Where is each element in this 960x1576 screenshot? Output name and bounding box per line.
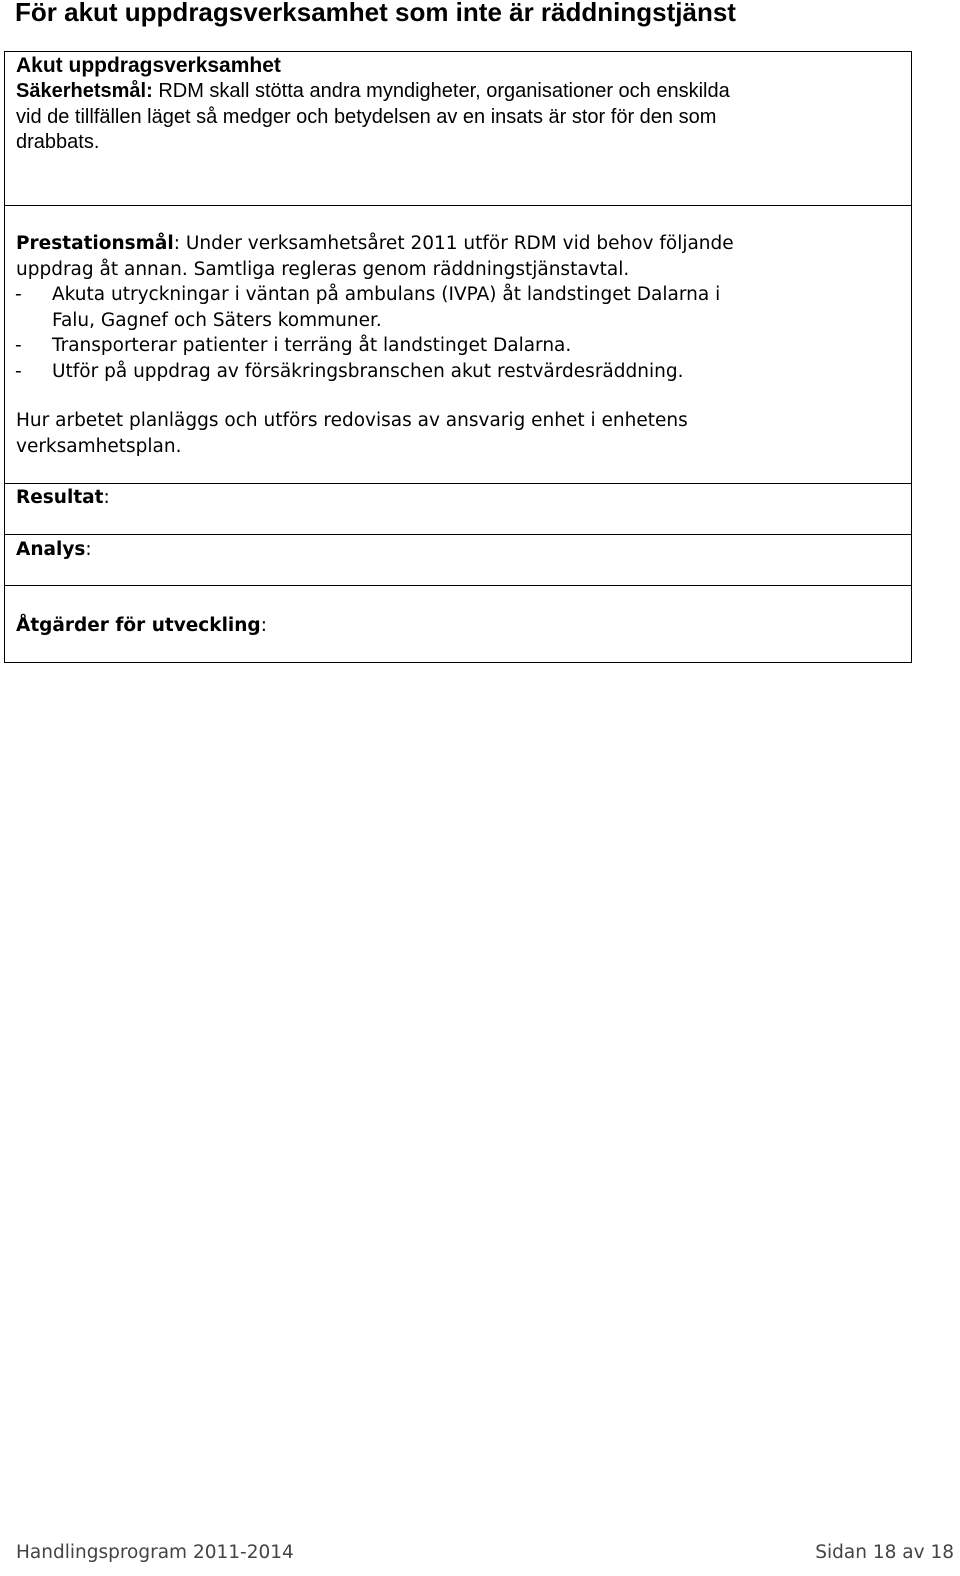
list-item-line: Akuta utryckningar i väntan på ambulans (IVPA) åt landstinget Dalarna i — [52, 284, 721, 305]
sakerhetsmal-text: RDM skall stötta andra myndigheter, organisationer och enskilda — [158, 80, 730, 102]
resultat-colon: : — [103, 487, 110, 508]
prestationsmal-colon: : — [173, 233, 180, 254]
atgarder-colon: : — [260, 615, 267, 636]
list-item-line: Utför på uppdrag av försäkringsbranschen akut restvärdesräddning. — [52, 360, 684, 382]
row-divider — [5, 534, 911, 535]
list-dash: - — [15, 335, 22, 356]
list-dash: - — [15, 360, 22, 382]
list-item — [15, 333, 872, 359]
plan-line-2: verksamhetsplan. — [16, 435, 182, 457]
analys-colon: : — [85, 539, 92, 560]
sakerhetsmal-line-2: vid de tillfällen läget så medger och betydelsen av en insats är stor för den som — [16, 105, 717, 128]
row-divider — [5, 483, 911, 484]
prestationsmal-line-1 — [16, 231, 734, 257]
sakerhetsmal-label: Säkerhetsmål: — [16, 80, 153, 102]
prestationsmal-label: Prestationsmål — [16, 233, 174, 254]
row-divider — [5, 205, 911, 206]
prestationsmal-line-2: uppdrag åt annan. Samtliga regleras genom räddningstjänstavtal. — [16, 258, 630, 280]
footer-page-number: Sidan 18 av 18 — [815, 1542, 954, 1563]
sakerhetsmal-line-1 — [16, 79, 730, 105]
list-item-line: Transporterar patienter i terräng åt landstinget Dalarna. — [52, 335, 572, 356]
section-title: Akut uppdragsverksamhet — [16, 54, 281, 77]
footer-document-title: Handlingsprogram 2011-2014 — [16, 1542, 294, 1563]
analys-label: Analys — [16, 539, 86, 560]
sakerhetsmal-line-3: drabbats. — [16, 131, 100, 153]
plan-line-1: Hur arbetet planläggs och utförs redovisas av ansvarig enhet i enhetens — [16, 410, 688, 431]
page-title: För akut uppdragsverksamhet som inte är räddningstjänst — [15, 0, 736, 27]
resultat-label: Resultat — [16, 487, 104, 508]
prestationsmal-text: Under verksamhetsåret 2011 utför RDM vid behov följande — [185, 233, 734, 254]
list-item — [15, 282, 872, 333]
atgarder-row — [16, 613, 267, 639]
list-item-line: Falu, Gagnef och Säters kommuner. — [52, 309, 382, 331]
list-item — [15, 359, 872, 385]
analys-row — [16, 537, 92, 563]
list-dash: - — [15, 284, 22, 305]
row-divider — [5, 585, 911, 586]
atgarder-label: Åtgärder för utveckling — [16, 615, 261, 636]
resultat-row — [16, 485, 110, 511]
goals-table — [4, 51, 912, 663]
